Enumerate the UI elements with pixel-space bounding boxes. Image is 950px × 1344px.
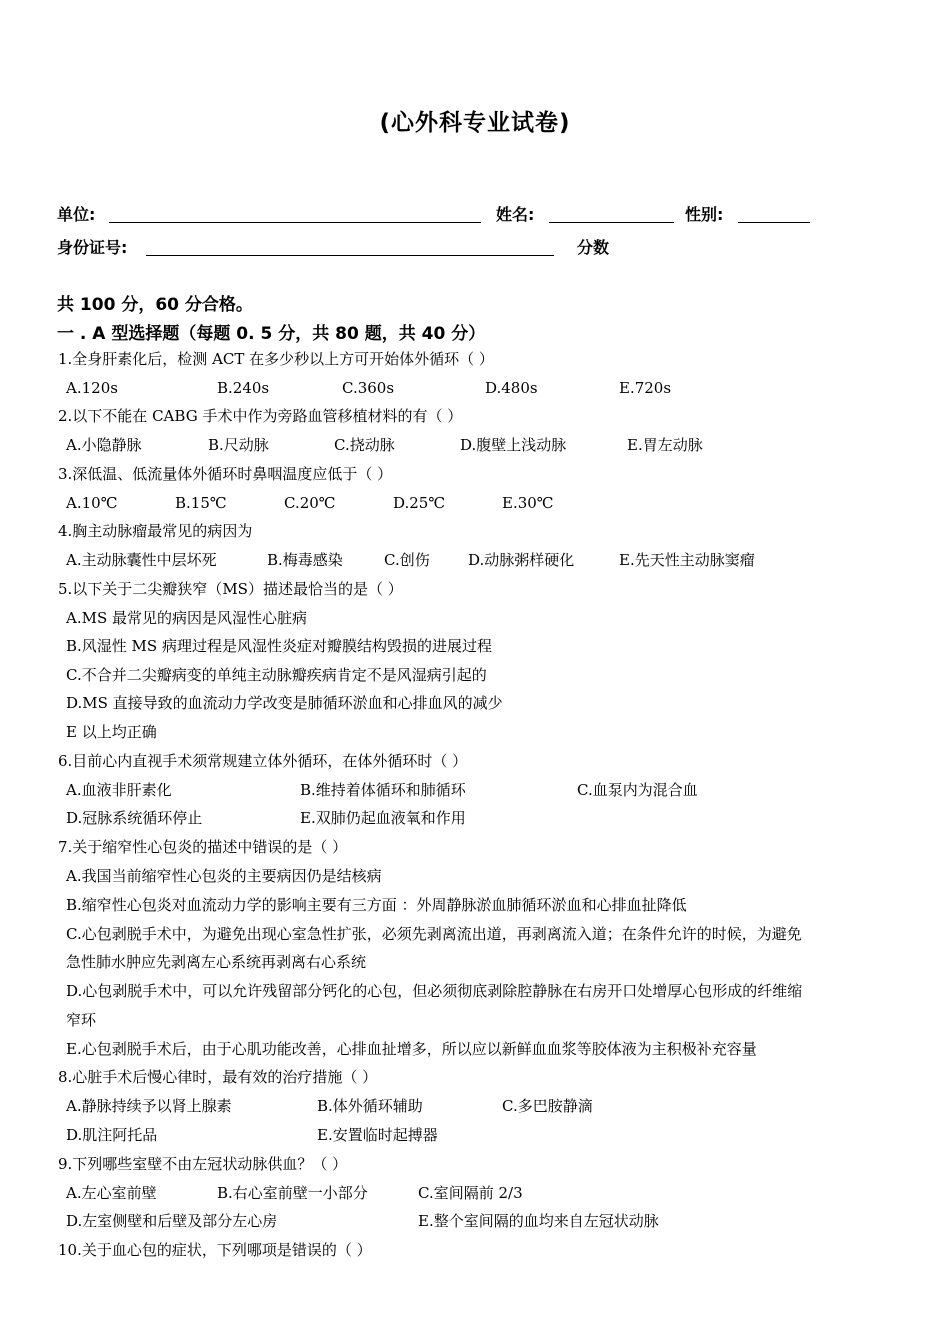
question-stem: 5.以下关于二尖瓣狭窄（MS）描述最恰当的是（ ）: [58, 580, 403, 598]
option: D.腹壁上浅动脉: [460, 436, 567, 454]
option: E.720s: [619, 379, 672, 397]
option: B.尺动脉: [208, 436, 269, 454]
option: A.左心室前壁: [66, 1184, 157, 1202]
option: D.MS 直接导致的血流动力学改变是肺循环淤血和心排血风的减少: [66, 694, 503, 712]
option: A.我国当前缩窄性心包炎的主要病因仍是结核病: [66, 867, 382, 885]
option: D.25℃: [393, 494, 446, 512]
option: B.维持着体循环和肺循环: [300, 781, 466, 799]
name-label: 姓名:: [496, 205, 535, 224]
option: B.15℃: [175, 494, 227, 512]
question-stem: 2.以下不能在 CABG 手术中作为旁路血管移植材料的有（ ）: [58, 407, 463, 425]
option: E.双肺仍起血液氧和作用: [300, 809, 466, 827]
option: B.梅毒感染: [267, 551, 343, 569]
option: E.心包剥脱手术后，由于心肌功能改善，心排血扯增多，所以应以新鲜血血浆等胶体液为主积极补充容量: [66, 1040, 757, 1058]
section-heading: 一 . A 型选择题（每题 0. 5 分，共 80 题，共 40 分）: [57, 324, 486, 344]
info-row-unit: [57, 202, 837, 226]
option: E.胃左动脉: [627, 436, 703, 454]
option: A.10℃: [66, 494, 118, 512]
option: D.480s: [485, 379, 538, 397]
option: A.血液非肝素化: [66, 781, 172, 799]
option: A.MS 最常见的病因是风湿性心脏病: [66, 609, 308, 627]
option: E.30℃: [502, 494, 554, 512]
score-label: 分数: [577, 238, 610, 257]
option: C.创伤: [384, 551, 430, 569]
option: C.20℃: [284, 494, 336, 512]
option: C.挠动脉: [334, 436, 395, 454]
question-stem: 9.下列哪些室壁不由左冠状动脉供血？（ ）: [58, 1155, 348, 1173]
total-score-note: 共 100 分，60 分合格。: [57, 295, 253, 315]
info-row-id: [57, 235, 837, 259]
question-stem: 7.关于缩窄性心包炎的描述中错误的是（ ）: [58, 838, 348, 856]
option: E.安置临时起搏器: [317, 1126, 438, 1144]
option: B.缩窄性心包炎对血流动力学的影响主要有三方面 ：外周静脉淤血肺循环淤血和心排血扯降低: [66, 896, 687, 914]
option: D.心包剥脱手术中，可以允许残留部分钙化的心包，但必须彻底剥除腔静脉在右房开口处增厚心包形成的纤维缩: [66, 982, 803, 1000]
exam-title: (心外科专业试卷): [379, 110, 571, 136]
question-stem: 10.关于血心包的症状，下列哪项是错误的（ ）: [58, 1241, 372, 1259]
option: E 以上均正确: [66, 723, 157, 741]
option: B.240s: [217, 379, 270, 397]
option: D.左室侧壁和后壁及部分左心房: [66, 1212, 278, 1230]
option: A.主动脉囊性中层坏死: [66, 551, 217, 569]
option: C.多巴胺静滴: [502, 1097, 593, 1115]
option: D.动脉粥样硬化: [468, 551, 575, 569]
option: E.整个室间隔的血均来自左冠状动脉: [418, 1212, 659, 1230]
unit-field[interactable]: [109, 222, 481, 223]
option: C.不合并二尖瓣病变的单纯主动脉瓣疾病肯定不是风湿病引起的: [66, 666, 487, 684]
option: D.冠脉系统循环停止: [66, 809, 203, 827]
option-continuation: 急性肺水肿应先剥离左心系统再剥离右心系统: [66, 953, 367, 971]
option: C.室间隔前 2/3: [418, 1184, 523, 1202]
option: B.体外循环辅助: [317, 1097, 423, 1115]
gender-label: 性别:: [685, 205, 724, 224]
question-stem: 4.胸主动脉瘤最常见的病因为: [58, 522, 253, 540]
option: C.血泵内为混合血: [577, 781, 698, 799]
question-stem: 6.目前心内直视手术须常规建立体外循环，在体外循环时（ ）: [58, 752, 468, 770]
gender-field[interactable]: [738, 222, 810, 223]
question-stem: 3.深低温、低流量体外循环时鼻咽温度应低于（ ）: [58, 465, 393, 483]
option: A.静脉持续予以肾上腺素: [66, 1097, 232, 1115]
id-field[interactable]: [146, 255, 554, 256]
option: C.心包剥脱手术中，为避免出现心室急性扩张，必须先剥离流出道，再剥离流入道；在条件允许的时候，为避免: [66, 925, 802, 943]
option: B.风湿性 MS 病理过程是风湿性炎症对瓣膜结构毁损的进展过程: [66, 637, 492, 655]
unit-label: 单位:: [57, 205, 96, 224]
option: E.先天性主动脉窦瘤: [619, 551, 755, 569]
option: A.120s: [66, 379, 118, 397]
question-stem: 8.心脏手术后慢心律时，最有效的治疗措施（ ）: [58, 1068, 378, 1086]
option: A.小隐静脉: [66, 436, 142, 454]
option-continuation: 窄环: [66, 1011, 97, 1029]
name-field[interactable]: [549, 222, 674, 223]
option: B.右心室前壁一小部分: [217, 1184, 368, 1202]
question-stem: 1.全身肝素化后，检测 ACT 在多少秒以上方可开始体外循环（ ）: [58, 350, 494, 368]
option: C.360s: [342, 379, 395, 397]
option: D.肌注阿托品: [66, 1126, 158, 1144]
id-label: 身份证号:: [57, 238, 128, 257]
